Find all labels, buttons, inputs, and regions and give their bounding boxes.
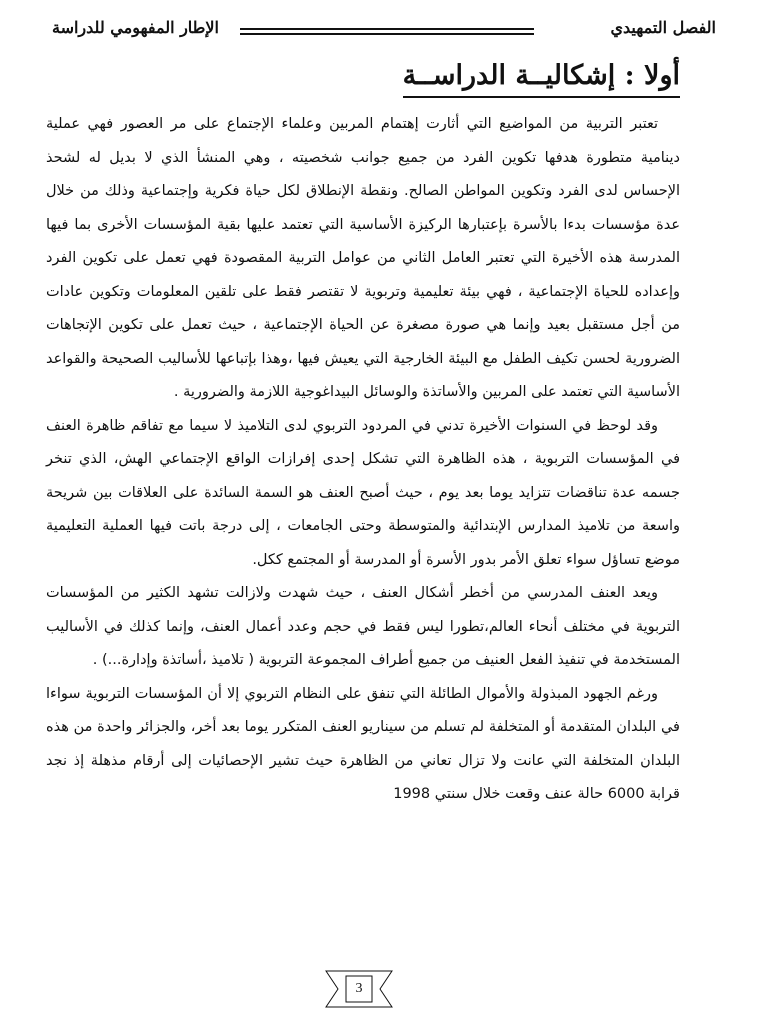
page-number: 3 — [355, 981, 363, 996]
paragraph: وقد لوحظ في السنوات الأخيرة تدني في المردود التربوي لدى التلاميذ لا سيما مع تفاقم ظاهرة العنف في المؤسسات التربوية ، هذه الظاهرة التي تشكل إحدى إفرازات الواقع الإجتماعي الهش، الذي تنخر جسمه عدة تناقضات تتزايد يوما بعد يوم ، حيث أصبح العنف هو السمة السائدة على العلاقات بين شريحة واسعة من تلاميذ المدارس الإبتدائية والمتوسطة وحتى الجامعات ، إلى درجة باتت فيها العملية التعليمية موضع تساؤل سواء تعلق الأمر بدور الأسرة أو المدرسة أو المجتمع ككل. — [46, 417, 680, 568]
framework-title: الإطار المفهومي للدراسة — [52, 18, 219, 37]
chapter-title: الفصل التمهيدي — [610, 18, 716, 37]
paragraph: ورغم الجهود المبذولة والأموال الطائلة التي تنفق على النظام التربوي إلا أن المؤسسات التربوية سواءا في البلدان المتقدمة أو المتخلفة لم تسلم من سيناريو العنف المتكرر يوما بعد أخر، والجزائر واحدة من هذه البلدان المتخلفة التي عانت ولا تزال تعاني من الظاهرة حيث تشير الإحصائيات إلى أرقام مذهلة إذ نجد قرابة 6000 حالة عنف وقعت خلال سنتي 1998 — [46, 685, 680, 802]
paragraph: ويعد العنف المدرسي من أخطر أشكال العنف ، حيث شهدت ولازالت تشهد الكثير من المؤسسات التربوية في مختلف أنحاء العالم،تطورا ليس فقط في حجم وعدد أعمال العنف، وإنما كذلك في الأساليب المستخدمة في تنفيذ الفعل العنيف من جميع أطراف المجموعة التربوية ( تلاميذ ،أساتذة وإدارة...) . — [46, 585, 680, 668]
paragraph: تعتبر التربية من المواضيع التي أثارت إهتمام المربين وعلماء الإجتماع على مر العصور فهي عملية دينامية متطورة هدفها تكوين الفرد من جميع جوانب شخصيته ، وهي المنشأ الذي لا بديل له لشحذ الإحساس لدى الفرد وتكوين المواطن الصالح. ونقطة الإنطلاق لكل حياة فكرية وإجتماعية وذلك من خلال عدة مؤسسات بدءا بالأسرة بإعتبارها الركيزة الأساسية التي تعتمد عليها بقية المؤسسات الأخرى بما فيها المدرسة هذه الأخيرة التي تعتبر العامل الثاني من عوامل التربية المقصودة فهي تعمل على تكوين الفرد وإعداده للحياة الإجتماعية ، فهي بيئة تعليمية وتربوية لا تقتصر فقط على تلقين المعلومات وتكوين عادات من أجل مستقبل بعيد وإنما هي صورة مصغرة عن الحياة الإجتماعية ، حيث تعمل على تكوين الإتجاهات الضرورية لحسن تكيف الطفل مع البيئة الخارجية التي يعيش فيها ،وهذا بإتباعها للأساليب الصحيحة والقواعد الأساسية التي تعتمد على المربين والأساتذة والوسائل البيداغوجية اللازمة والضرورية . — [46, 116, 680, 400]
page-number-frame — [324, 968, 394, 1010]
header-double-rule — [240, 28, 534, 35]
section-title: أولا : إشكاليــة الدراســة — [403, 58, 680, 98]
page-header — [42, 10, 726, 50]
body-text — [46, 108, 680, 812]
